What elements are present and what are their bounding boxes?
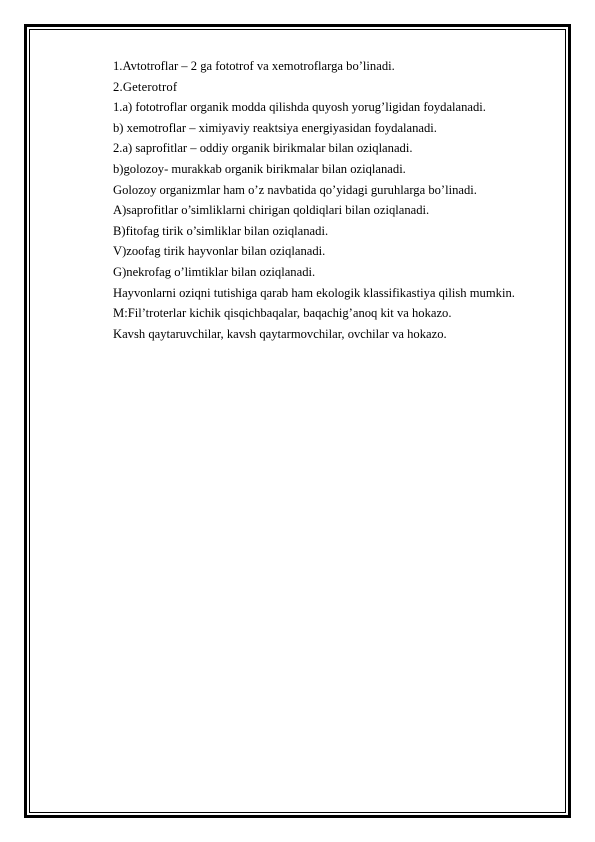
- text-line-heterotroph: 2.Geterotrof: [113, 79, 178, 94]
- text-line-group-g: G)nekrofag o’limtiklar bilan oziqlanadi.: [113, 264, 316, 279]
- text-line-autotrophs: 1.Avtotroflar – 2 ga fototrof va xemotroflarga bo’linadi.: [113, 59, 395, 73]
- document-body: [85, 56, 540, 344]
- text-line-group-a: A)saprofitlar o’simliklarni chirigan qoldiqlari bilan oziqlanadi.: [113, 203, 430, 218]
- text-line-group-b: B)fitofag tirik o’simliklar bilan oziqlanadi.: [113, 223, 329, 238]
- text-line-group-v: V)zoofag tirik hayvonlar bilan oziqlanadi.: [113, 244, 326, 259]
- text-line-holozoic-groups: Golozoy organizmlar ham o’z navbatida qo’yidagi guruhlarga bo’linadi.: [113, 182, 477, 197]
- paragraph-classification: Hayvonlarni oziqni tutishiga qarab ham ekologik klassifikastiya qilish mumkin.: [113, 285, 515, 300]
- text-line-saprophytes: 2.a) saprofitlar – oddiy organik birikmalar bilan oziqlanadi.: [113, 141, 413, 156]
- text-line-phototrophs: 1.a) fototroflar organik modda qilishda quyosh yorug’ligidan foydalanadi.: [113, 100, 486, 115]
- text-line-chemotrophs: b) xemotroflar – ximiyaviy reaktsiya energiyasidan foydalanadi.: [113, 120, 437, 135]
- text-line-holozoic: b)golozoy- murakkab organik birikmalar bilan oziqlanadi.: [113, 161, 406, 176]
- text-line-ruminants: Kavsh qaytaruvchilar, kavsh qaytarmovchilar, ovchilar va hokazo.: [113, 326, 447, 341]
- text-line-filter-feeders: M:Fil’troterlar kichik qisqichbaqalar, baqachig’anoq kit va hokazo.: [113, 306, 452, 321]
